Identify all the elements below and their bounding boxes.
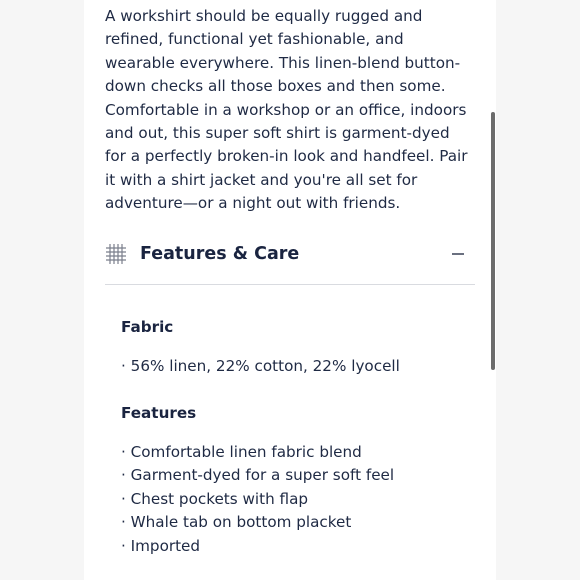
features-care-title: Features & Care	[140, 244, 300, 264]
minus-icon	[452, 253, 464, 255]
product-description: A workshirt should be equally rugged and refined, functional yet fashionable, and wearable everywhere. This linen-blend button-down checks all those boxes and then some. Comfortable in a workshop or an office, indoors and out, this super soft shirt is garment-dyed for a perfectly broken-in look and handfeel. Pair it with a shirt jacket and you're all set for adventure—or a night out with friends.	[105, 7, 468, 213]
features-list	[121, 441, 394, 558]
list-item: · Chest pockets with flap	[121, 489, 309, 508]
features-heading: Features	[121, 404, 197, 422]
list-item: · Imported	[121, 536, 201, 555]
grid-icon	[105, 243, 127, 265]
product-details-panel	[84, 0, 496, 580]
fabric-list	[121, 355, 400, 378]
list-item: · 56% linen, 22% cotton, 22% lyocell	[121, 357, 400, 375]
list-item: · Comfortable linen fabric blend	[121, 443, 362, 461]
section-divider	[105, 284, 475, 285]
collapse-button[interactable]	[447, 243, 469, 265]
fabric-heading: Fabric	[121, 318, 174, 336]
list-item: · Garment-dyed for a super soft feel	[121, 466, 395, 485]
vertical-scrollbar[interactable]	[491, 112, 495, 370]
features-care-accordion-header[interactable]	[105, 234, 475, 274]
list-item: · Whale tab on bottom placket	[121, 513, 352, 532]
